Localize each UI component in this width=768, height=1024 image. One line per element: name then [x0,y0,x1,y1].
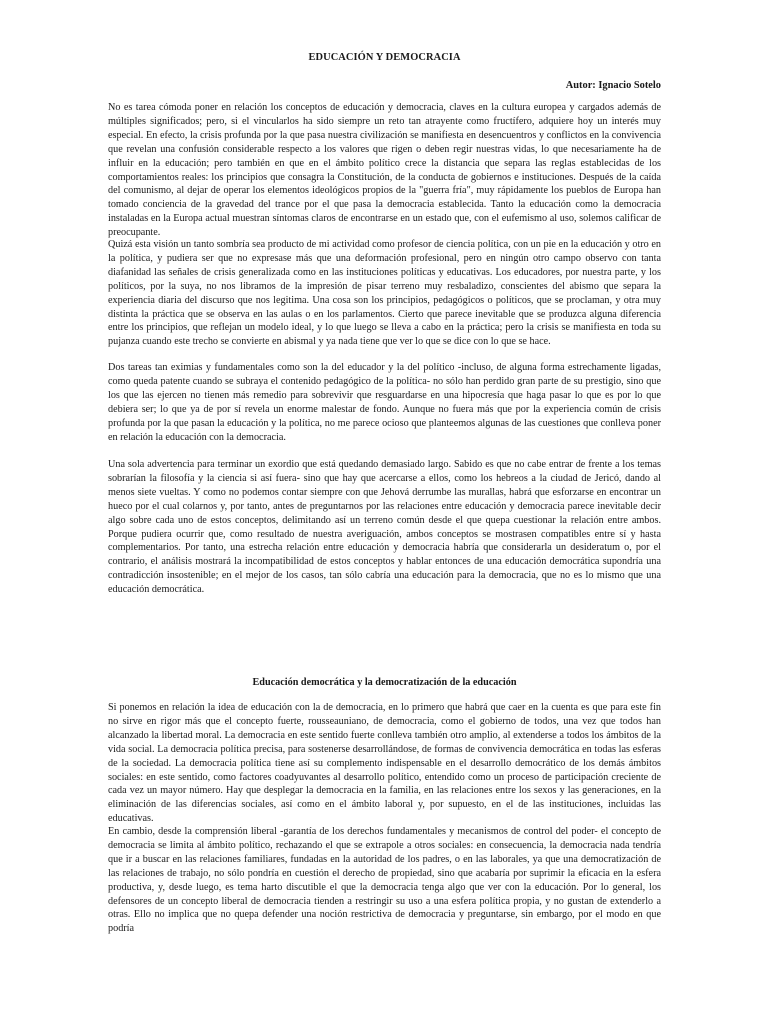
paragraph-2: Quizá esta visión un tanto sombría sea producto de mi actividad como profesor de ciencia política, con un pie en la educación y otro en la política, y pudiera ser que no expresase más que una deformación profesional, pero en ningún otro campo observo con tanta diafanidad las señales de crisis generalizada como en las instituciones políticas y educativas. Los educadores, por nuestra parte, y los políticos, por la suya, no nos libramos de la impresión de pisar terreno muy resbaladizo, conscientes del abismo que separa la experiencia diaria del discurso que nos legitima. Una cosa son los principios, pedagógicos o políticos, que se proclaman, y otra muy distinta la práctica que se observa en las aulas o en los parlamentos. Cierto que parece inevitable que se produzca alguna diferencia entre los principios, que reflejan un modelo ideal, y lo que luego se lleva a cabo en la práctica; pero la crisis se manifiesta en toda su pujanza cuando este trecho se convierte en abismal y ya nada tiene que ver lo que se dice con lo que se hace. [108,239,661,348]
section-title: Educación democrática y la democratización de la educación [252,677,517,688]
document-author: Autor: Ignacio Sotelo [565,80,661,91]
paragraph-4: Una sola advertencia para terminar un exordio que está quedando demasiado largo. Sabido es que no cabe entrar de frente a los temas sobrarían la filosofía y la ciencia si así fuera- sino que hay que acercarse a ellos, como los hebreos a la ciudad de Jericó, dando al menos siete vueltas. Y como no podemos contar siempre con que Jehová derrumbe las murallas, habrá que esforzarse en encontrar un hueco por el cual colarnos y, por tanto, antes de preguntarnos por las relaciones entre educación y democracia parece inevitable decir algo sobre cada uno de estos conceptos, delimitando así un terreno común desde el que quepa cuestionar la relación entre ambos. Porque pudiera ocurrir que, como resultado de nuestra averiguación, ambos conceptos se mostrasen compatibles entre sí y hasta complementarios. Por tanto, una estrecha relación entre educación y democracia habría que considerarla un desideratum o, por el contrario, el análisis mostrará la incompatibilidad de estos conceptos y hablar entonces de una educación democrática supondría una contradicción insostenible; en el mejor de los casos, tan sólo cabría una educación para la democracia, que no es lo mismo que una educación democrática. [108,459,661,596]
section-paragraph-2: En cambio, desde la comprensión liberal -garantía de los derechos fundamentales y mecanismos de control del poder- el concepto de democracia se limita al ámbito político, rechazando el que se extrapole a otros sociales: en consecuencia, la democracia nada tendría que ir a buscar en las relaciones familiares, fundadas en la autoridad de los padres, o en las laborales, ya que una democratización de las relaciones de trabajo, no sólo pondría en cuestión el derecho de propiedad, sino que acabaría por suprimir la eficacia en la esfera productiva, y, desde luego, es tema harto discutible el que la democracia tenga algo que ver con la educación. Por lo general, los defensores de un concepto liberal de democracia tienden a restringir su uso a una esfera política propia, y no gustan de extenderlo a otras. Ello no implica que no quepa defender una noción restrictiva de democracia y preguntarse, sin embargo, por el modo en que podría [108,826,661,935]
paragraph-1: No es tarea cómoda poner en relación los conceptos de educación y democracia, claves en la cultura europea y cargados además de múltiples significados; pero, si el vincularlos ha sido siempre un reto tan atrayente como fructífero, adquiere hoy un interés muy especial. En efecto, la crisis profunda por la que pasa nuestra civilización se manifiesta en desencuentros y conflictos en la convivencia que revelan una confusión considerable respecto a los valores que rigen o deben regir nuestras vidas, lo que necesariamente ha de influir en la educación; pero también en que en el ámbito político crece la distancia que separa las reglas establecidas de los comportamientos reales: los principios que consagra la Constitución, de la conducta de gobiernos e instituciones. Después de la caída del comunismo, al dejar de operar los elementos ideológicos propios de la "guerra fría", muy rápidamente los pueblos de Europa han tomado conciencia de la gravedad del trance por el que pasa la democracia establecida. Tanto la educación como la democracia instaladas en la Europa actual muestran síntomas claros de encontrarse en un estado que, con el eufemismo al uso, solemos calificar de preocupante. [108,102,661,239]
paragraph-3: Dos tareas tan eximias y fundamentales como son la del educador y la del político -incluso, de alguna forma estrechamente ligadas, como queda patente cuando se subraya el contenido pedagógico de la política- no sólo han perdido gran parte de su prestigio, sino que los que las ejercen no tienen más remedio para sobrevivir que resguardarse en una hipocresía que haga pasar lo que es por lo que debiera ser; lo que ya de por sí revela un enorme malestar de fondo. Aunque no fuera más que por la experiencia común de crisis profunda por la que pasan la educación y la política, no me parece ocioso que planteemos algunas de las cuestiones que conlleva poner en relación la educación con la democracia. [108,362,661,443]
document-title: EDUCACIÓN Y DEMOCRACIA [308,52,461,63]
section-paragraph-1: Si ponemos en relación la idea de educación con la de democracia, en lo primero que habrá que caer en la cuenta es que para este fin no sirve en rigor más que el concepto fuerte, rousseauniano, de democracia, como el gobierno de todos, una vez que todos han alcanzado la libertad moral. La democracia en este sentido fuerte conlleva también otro amplio, al extenderse a todos los ámbitos de la vida social. La democracia política precisa, para sostenerse desarrollándose, de formas de convivencia democrática en todas las esferas de la sociedad. La democracia política tiene así su complemento indispensable en el desarrollo democrático de los demás ámbitos sociales: en este sentido, como factores coadyuvantes al desarrollo político, entendido como un proceso de participación creciente de cada vez un mayor número. Hay que desplegar la democracia en la familia, en las relaciones entre los sexos y las generaciones, en la eliminación de las diferencias sociales, así como en el ámbito laboral y, por supuesto, en el de las instituciones, incluidas las educativas. [108,702,661,825]
